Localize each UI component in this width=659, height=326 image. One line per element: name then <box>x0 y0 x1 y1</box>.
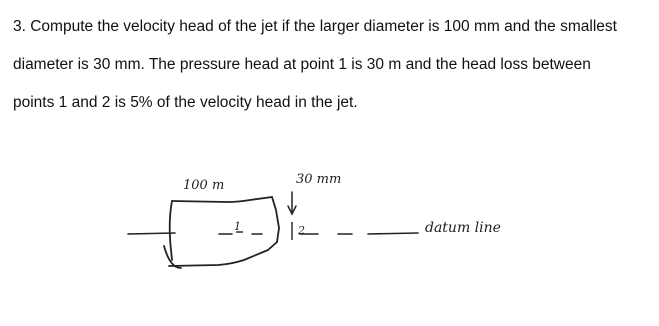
problem-statement <box>13 8 649 122</box>
problem-line-1: 3. Compute the velocity head of the jet if the larger diameter is 100 mm and the smallest <box>13 18 617 35</box>
datum-line <box>128 233 418 234</box>
problem-line-2: diameter is 30 mm. The pressure head at point 1 is 30 m and the head loss between <box>13 56 591 73</box>
jet-arrow <box>288 192 296 214</box>
point-2-label: 2 <box>298 224 305 237</box>
point-1-label: 1 <box>234 220 241 233</box>
nozzle-sketch <box>0 150 659 326</box>
label-small-diameter: 30 mm <box>296 172 342 187</box>
label-datum-line: datum line <box>425 220 501 236</box>
nozzle-outline <box>164 197 279 268</box>
problem-line-3: points 1 and 2 is 5% of the velocity head in the jet. <box>13 94 358 111</box>
label-large-diameter: 100 m <box>183 178 225 193</box>
